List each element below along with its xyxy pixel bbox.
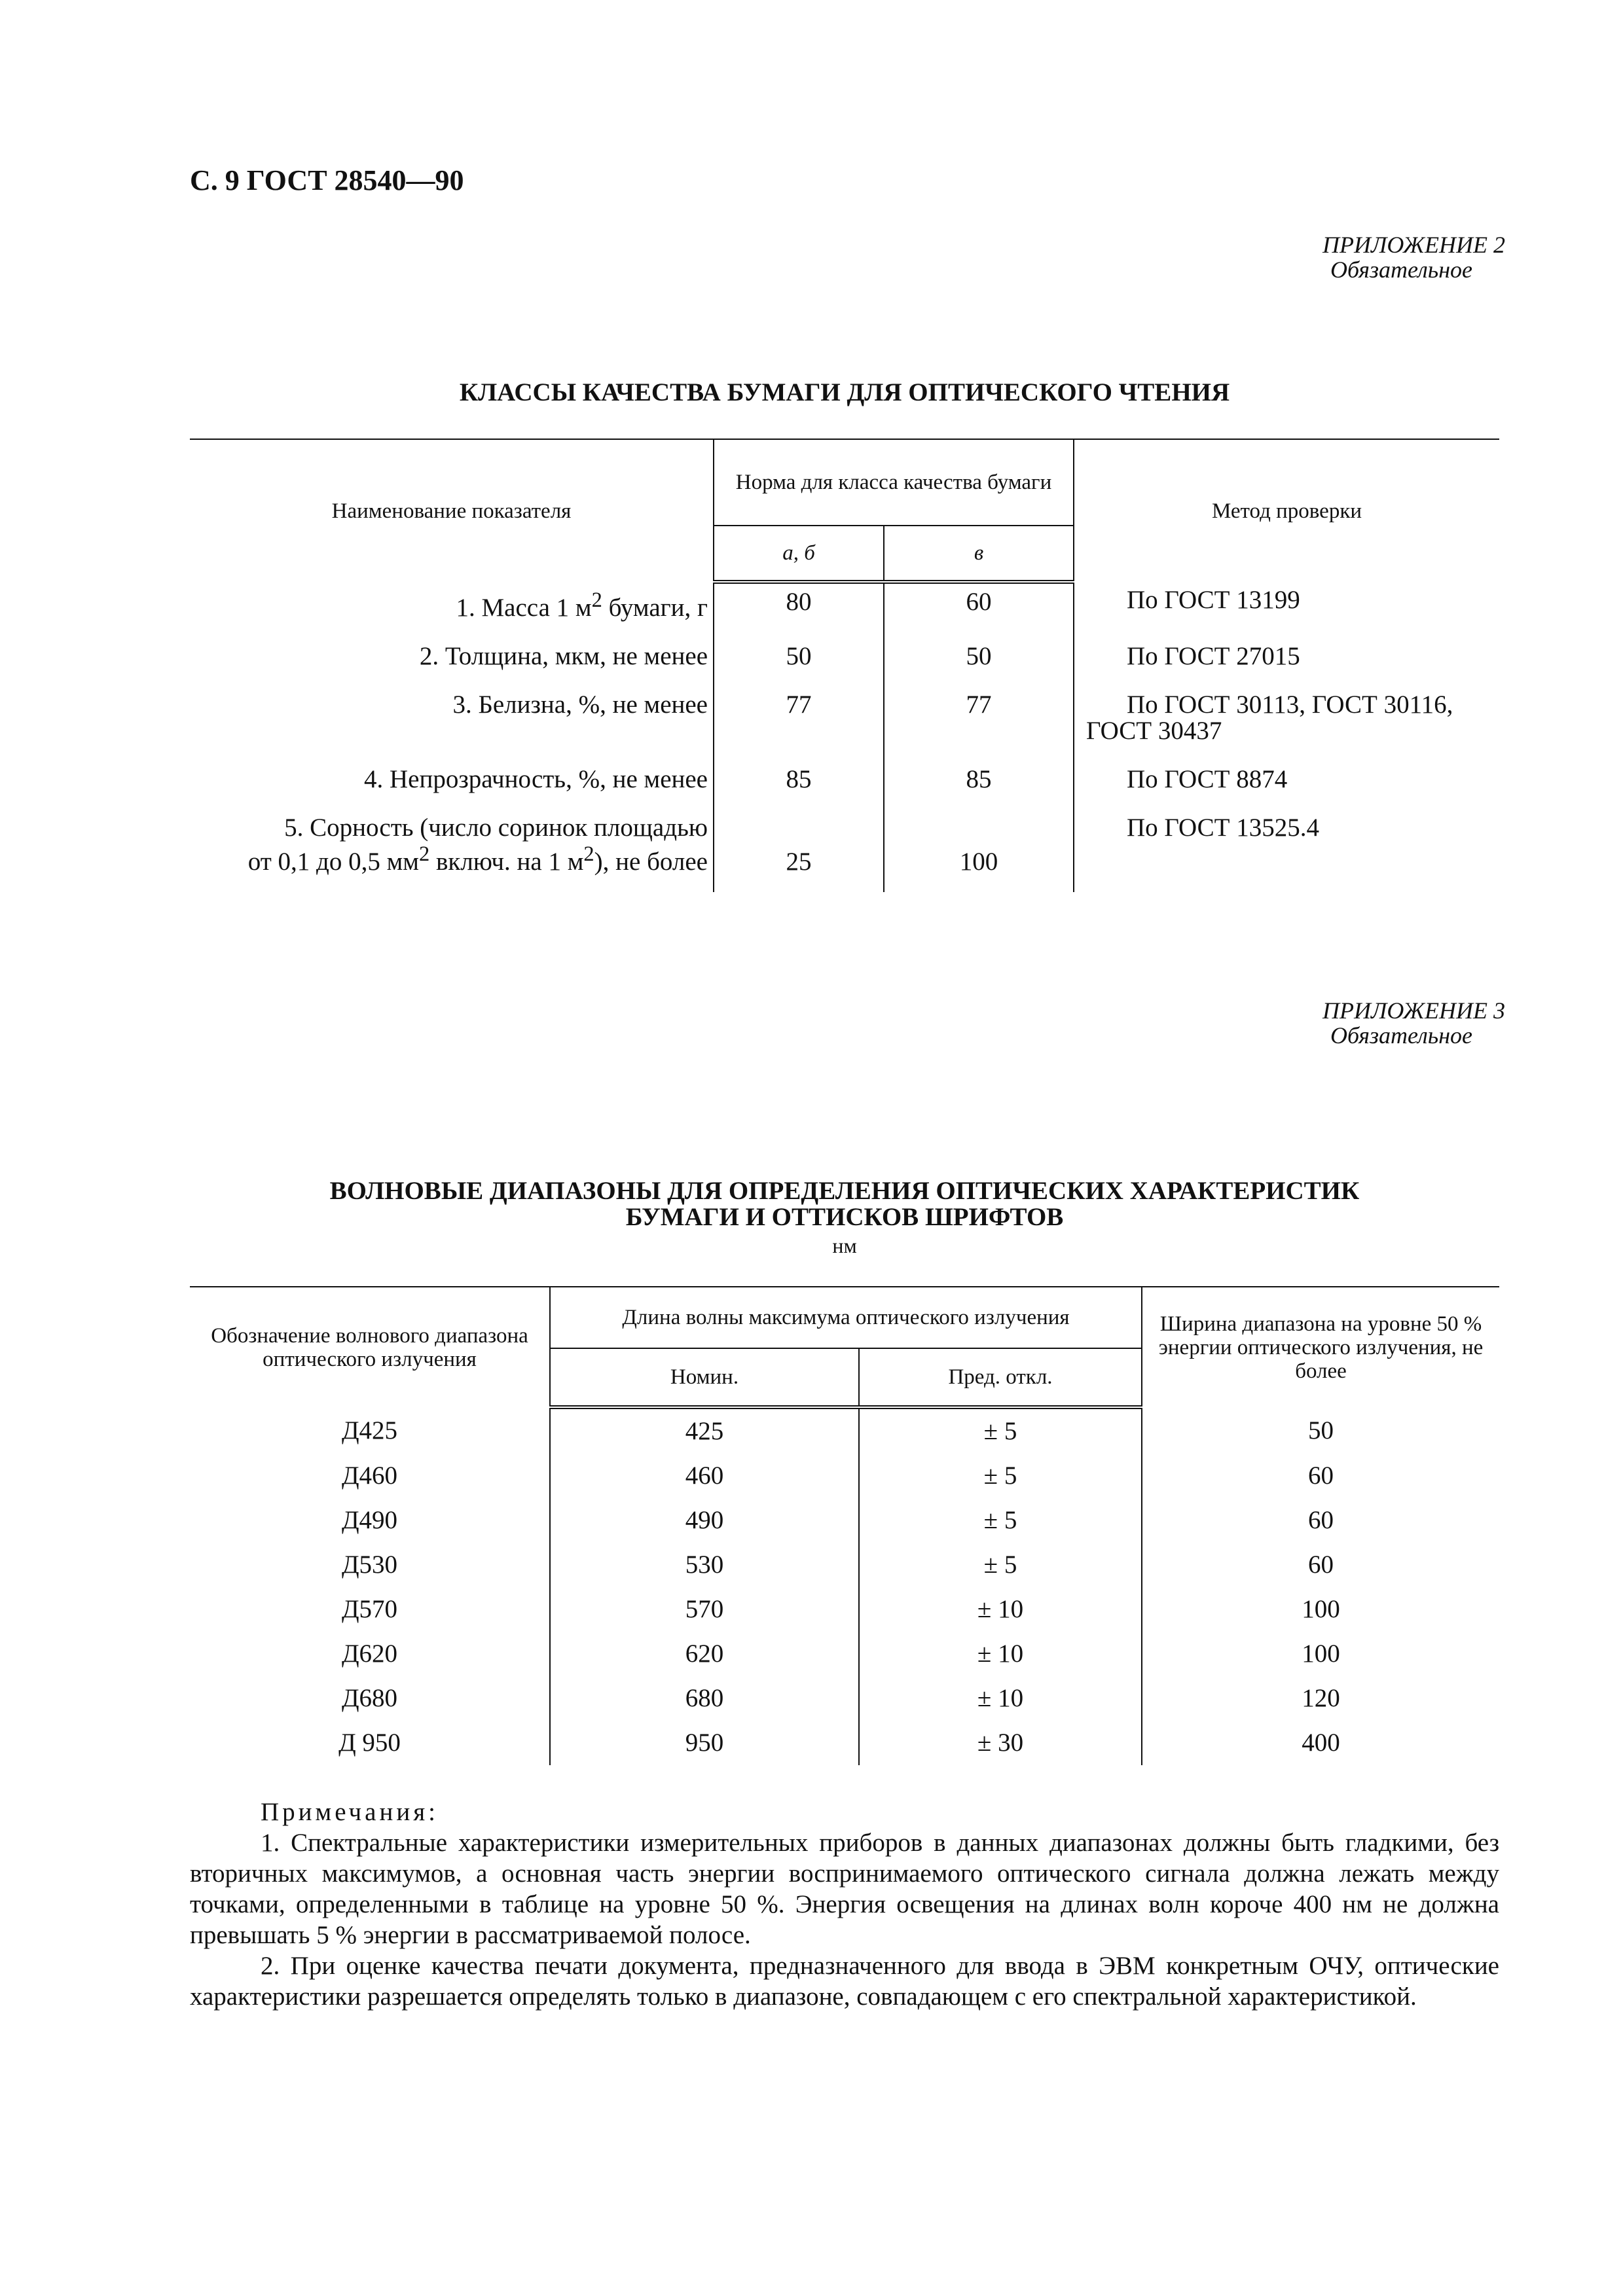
col-header-nominal: Номин. — [550, 1348, 859, 1407]
row-name: 1. Масса 1 $м^2$ бумаги, г — [190, 582, 714, 638]
col-header-method: Метод проверки — [1212, 499, 1362, 523]
table-row — [190, 1543, 1499, 1587]
row-value-ab: 50 — [714, 638, 884, 687]
table2-units: нм — [832, 1234, 857, 1257]
table-row — [190, 1454, 1499, 1498]
table-row — [190, 1632, 1499, 1676]
table2-title-line1: ВОЛНОВЫЕ ДИАПАЗОНЫ ДЛЯ ОПРЕДЕЛЕНИЯ ОПТИЧЕСКИХ ХАРАКТЕРИСТИК — [329, 1177, 1360, 1205]
band-cell: Д530 — [190, 1543, 550, 1587]
row-method: По ГОСТ 30113, ГОСТ 30116, ГОСТ 30437 — [1086, 691, 1453, 745]
row-value-ab: 77 — [714, 687, 884, 761]
col-header-class-v: в — [884, 526, 1074, 582]
appendix-status: Обязательное — [1330, 1022, 1473, 1049]
nominal-cell: 460 — [550, 1454, 859, 1498]
nominal-cell: 620 — [550, 1632, 859, 1676]
deviation-cell: ± 5 — [859, 1407, 1142, 1454]
note-item: 1. Спектральные характеристики измерительных приборов в данных диапазонах должны быть гладкими, без вторичных максимумов, а основная часть энергии воспринимаемого оптического сигнала должна лежать между точками, определенными в таблице на уровне 50 %. Энергия освещения на длинах волн короче 400 нм не должна превышать 5 % энергии в рассматриваемой полосе. — [190, 1829, 1499, 1949]
nominal-cell: 570 — [550, 1587, 859, 1632]
appendix-3-label — [1322, 998, 1505, 1048]
width-cell: 60 — [1308, 1551, 1334, 1579]
deviation-cell: ± 5 — [859, 1454, 1142, 1498]
row-value-v: 85 — [884, 761, 1074, 810]
notes-heading: Примечания: — [261, 1798, 439, 1826]
band-cell: Д425 — [190, 1407, 550, 1454]
table-row — [190, 582, 1499, 638]
table-row — [190, 1498, 1499, 1543]
band-cell: Д620 — [190, 1632, 550, 1676]
band-cell: Д460 — [190, 1454, 550, 1498]
col-header-band: Обозначение волнового диапазона оптического излучения — [190, 1287, 550, 1407]
page-header: С. 9 ГОСТ 28540—90 — [190, 164, 464, 196]
appendix-title: ПРИЛОЖЕНИЕ 3 — [1322, 997, 1505, 1024]
col-header-deviation: Пред. откл. — [859, 1348, 1142, 1407]
notes-section — [190, 1797, 1499, 2012]
appendix-title: ПРИЛОЖЕНИЕ 2 — [1322, 232, 1505, 258]
deviation-cell: ± 30 — [859, 1721, 1142, 1765]
col-header-wavelength: Длина волны максимума оптического излучения — [550, 1287, 1142, 1348]
table-row — [190, 687, 1499, 761]
width-cell: 60 — [1308, 1506, 1334, 1534]
row-value-ab: 80 — [714, 582, 884, 638]
row-method: По ГОСТ 13199 — [1127, 586, 1300, 614]
row-method: По ГОСТ 13525.4 — [1127, 814, 1319, 842]
table-row — [190, 761, 1499, 810]
row-name: 4. Непрозрачность, %, не менее — [190, 761, 714, 810]
band-cell: Д 950 — [190, 1721, 550, 1765]
row-name: 2. Толщина, мкм, не менее — [190, 638, 714, 687]
row-value-ab: 85 — [714, 761, 884, 810]
table2-title-line2: БУМАГИ И ОТТИСКОВ ШРИФТОВ — [625, 1203, 1064, 1231]
paper-quality-table — [190, 439, 1499, 892]
row-value-v: 60 — [884, 582, 1074, 638]
deviation-cell: ± 10 — [859, 1587, 1142, 1632]
col-header-width: Ширина диапазона на уровне 50 % энергии оптического излучения, не более — [1158, 1312, 1484, 1383]
nominal-cell: 530 — [550, 1543, 859, 1587]
deviation-cell: ± 5 — [859, 1498, 1142, 1543]
nominal-cell: 950 — [550, 1721, 859, 1765]
band-cell: Д680 — [190, 1676, 550, 1721]
nominal-cell: 490 — [550, 1498, 859, 1543]
table-row — [190, 1676, 1499, 1721]
row-value-v: 77 — [884, 687, 1074, 761]
width-cell: 400 — [1302, 1729, 1340, 1757]
width-cell: 60 — [1308, 1462, 1334, 1490]
deviation-cell: ± 10 — [859, 1632, 1142, 1676]
table-row — [190, 810, 1499, 892]
nominal-cell: 425 — [550, 1407, 859, 1454]
row-method: По ГОСТ 8874 — [1127, 765, 1288, 793]
width-cell: 50 — [1308, 1416, 1334, 1444]
col-header-class-ab: а, б — [714, 526, 884, 582]
deviation-cell: ± 10 — [859, 1676, 1142, 1721]
row-method: По ГОСТ 27015 — [1127, 642, 1300, 670]
width-cell: 100 — [1302, 1595, 1340, 1623]
band-cell: Д570 — [190, 1587, 550, 1632]
table-row — [190, 1721, 1499, 1765]
width-cell: 100 — [1302, 1640, 1340, 1668]
appendix-status: Обязательное — [1330, 257, 1473, 283]
row-value-v: 100 — [884, 810, 1074, 892]
table2-title — [190, 1178, 1499, 1230]
col-header-name: Наименование показателя — [190, 439, 714, 582]
table-row — [190, 1587, 1499, 1632]
band-cell: Д490 — [190, 1498, 550, 1543]
col-header-norm: Норма для класса качества бумаги — [714, 439, 1074, 526]
table1-title: КЛАССЫ КАЧЕСТВА БУМАГИ ДЛЯ ОПТИЧЕСКОГО ЧТЕНИЯ — [459, 378, 1230, 406]
width-cell: 120 — [1302, 1684, 1340, 1712]
note-item: 2. При оценке качества печати документа, предназначенного для ввода в ЭВМ конкретным ОЧУ, оптические характеристики разрешается определять только в диапазоне, совпадающем с его спектральной характеристикой. — [190, 1952, 1499, 2011]
row-name: 5. Сорность (число соринок площадью от 0,1 до 0,5 $мм^2$ включ. на 1 $м^2$), не более — [190, 810, 714, 892]
row-value-v: 50 — [884, 638, 1074, 687]
appendix-2-label — [1322, 232, 1505, 282]
row-value-ab: 25 — [714, 810, 884, 892]
nominal-cell: 680 — [550, 1676, 859, 1721]
table-row — [190, 638, 1499, 687]
deviation-cell: ± 5 — [859, 1543, 1142, 1587]
wavelength-bands-table — [190, 1286, 1499, 1765]
table-row — [190, 1407, 1499, 1454]
row-name: 3. Белизна, %, не менее — [190, 687, 714, 761]
